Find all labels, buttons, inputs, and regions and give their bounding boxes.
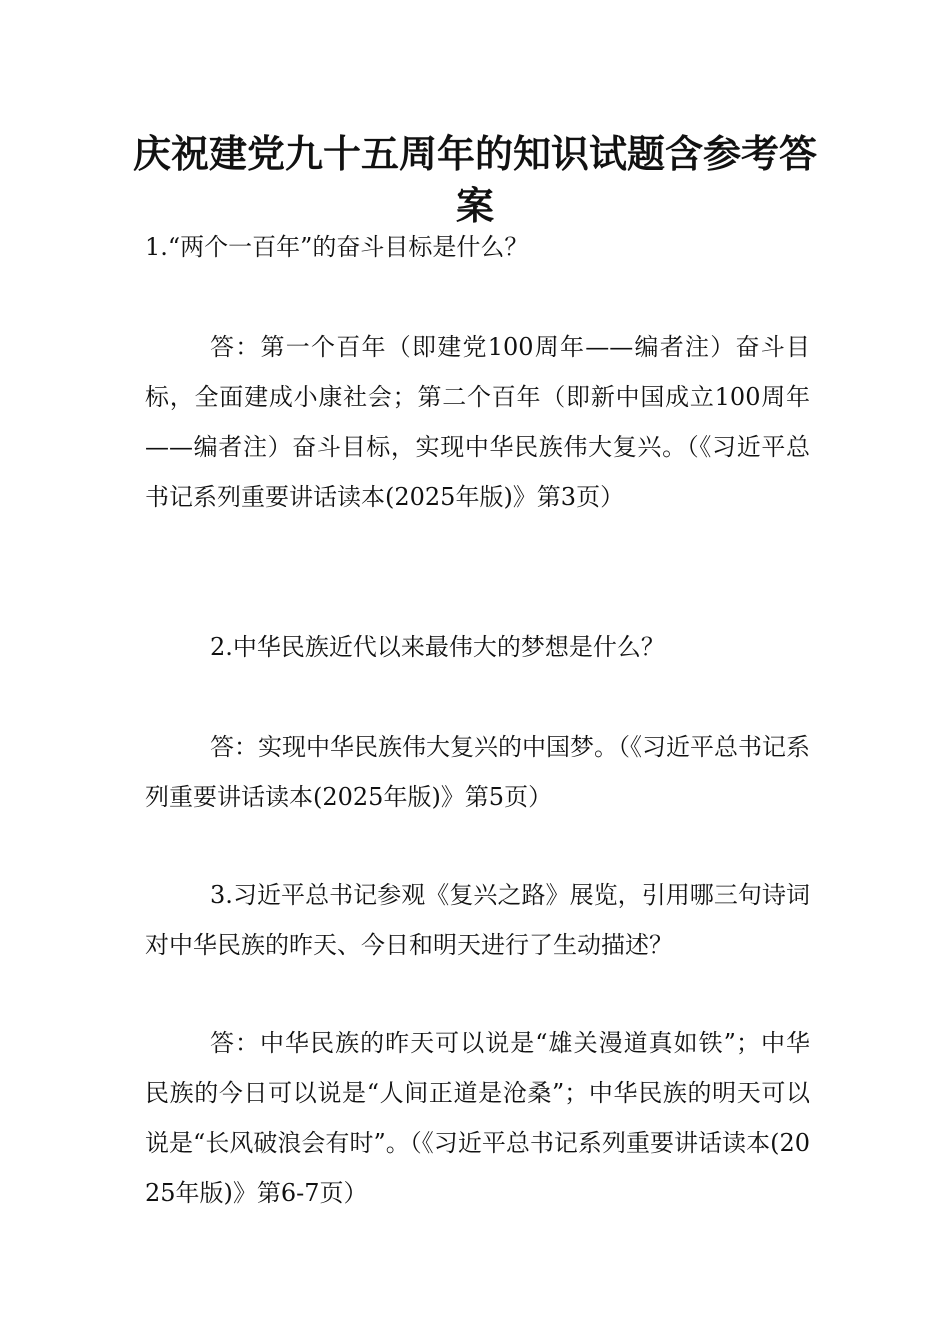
question-3: 3.习近平总书记参观《复兴之路》展览，引用哪三句诗词对中华民族的昨天、今日和明天进行了生动描述？: [145, 881, 810, 959]
answer-3: 答：中华民族的昨天可以说是“雄关漫道真如铁”；中华民族的今日可以说是“人间正道是沧桑”；中华民族的明天可以说是“长风破浪会有时”。（《习近平总书记系列重要讲话读本(2025年版)》第6-7页）: [145, 1029, 810, 1207]
question-2: 2.中华民族近代以来最伟大的梦想是什么？: [210, 633, 665, 661]
answer-1: 答：第一个百年（即建党100周年——编者注）奋斗目标，全面建成小康社会；第二个百年（即新中国成立100周年——编者注）奋斗目标，实现中华民族伟大复兴。（《习近平总书记系列重要讲话读本(2025年版)》第3页）: [145, 333, 810, 511]
question-1: 1.“两个一百年”的奋斗目标是什么？: [145, 233, 529, 261]
document-title: 庆祝建党九十五周年的知识试题含参考答案: [132, 132, 817, 228]
answer-2: 答：实现中华民族伟大复兴的中国梦。（《习近平总书记系列重要讲话读本(2025年版)》第5页）: [145, 733, 810, 811]
